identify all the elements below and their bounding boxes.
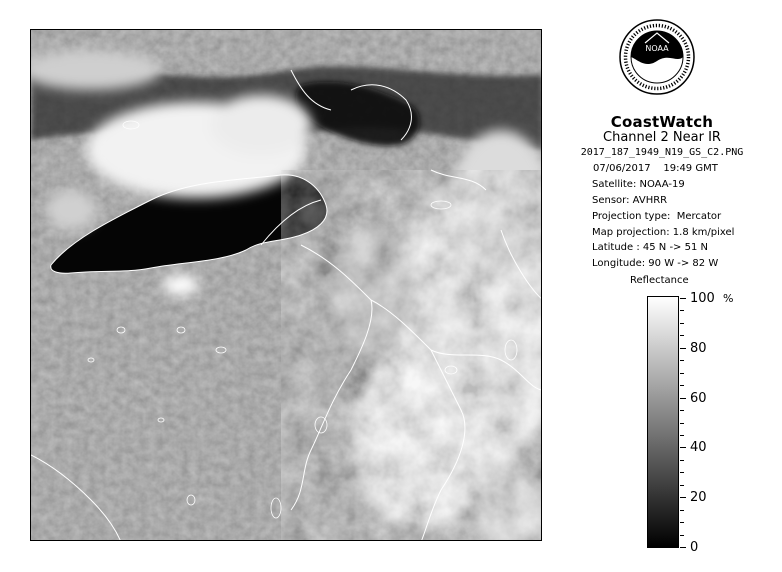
colorbar-tick bbox=[680, 535, 684, 536]
colorbar-tick-label: 80 bbox=[690, 340, 707, 356]
noaa-logo bbox=[619, 19, 695, 95]
colorbar-tick bbox=[680, 310, 684, 311]
logo-text: NOAA bbox=[645, 44, 669, 53]
colorbar-tick bbox=[680, 485, 684, 486]
sensor-label: Sensor: AVHRR bbox=[592, 195, 668, 206]
colorbar-tick bbox=[680, 360, 684, 361]
projection-type: Projection type: Mercator bbox=[592, 211, 722, 222]
file-name: 2017_187_1949_N19_GS_C2.PNG bbox=[580, 147, 744, 158]
colorbar-tick bbox=[680, 510, 684, 511]
satellite-label: Satellite: NOAA-19 bbox=[592, 179, 685, 190]
latitude-range: Latitude : 45 N -> 51 N bbox=[592, 242, 708, 253]
brand-title: CoastWatch bbox=[610, 113, 714, 131]
cloud-texture bbox=[281, 170, 542, 541]
colorbar-tick bbox=[680, 348, 686, 349]
colorbar-tick bbox=[680, 385, 684, 386]
colorbar-tick bbox=[680, 398, 686, 399]
colorbar-tick bbox=[680, 323, 684, 324]
colorbar-tick bbox=[680, 472, 684, 473]
colorbar-tick-label: 40 bbox=[690, 440, 707, 456]
colorbar-tick bbox=[680, 547, 686, 548]
colorbar-tick bbox=[680, 497, 686, 498]
date-time: 07/06/2017 19:49 GMT bbox=[593, 163, 718, 174]
colorbar-tick bbox=[680, 522, 684, 523]
colorbar-tick bbox=[680, 460, 684, 461]
colorbar-tick bbox=[680, 423, 684, 424]
satellite-image bbox=[31, 30, 542, 541]
longitude-range: Longitude: 90 W -> 82 W bbox=[592, 258, 719, 269]
map-projection: Map projection: 1.8 km/pixel bbox=[592, 227, 735, 238]
colorbar-tick-label: 60 bbox=[690, 390, 707, 406]
colorbar-tick bbox=[680, 447, 686, 448]
colorbar-tick-label: 0 bbox=[690, 540, 699, 555]
colorbar-tick bbox=[680, 335, 684, 336]
channel-label: Channel 2 Near IR bbox=[603, 130, 721, 145]
satellite-map[interactable] bbox=[30, 29, 542, 541]
colorbar-tick bbox=[680, 410, 684, 411]
colorbar-tick bbox=[680, 435, 684, 436]
colorbar-tick-label: 100 bbox=[690, 291, 715, 306]
colorbar-tick bbox=[680, 298, 686, 299]
colorbar-tick bbox=[680, 373, 684, 374]
colorbar bbox=[647, 296, 679, 548]
legend-unit: % bbox=[723, 292, 734, 305]
colorbar-tick-label: 20 bbox=[690, 490, 707, 506]
legend-title: Reflectance bbox=[630, 275, 689, 286]
